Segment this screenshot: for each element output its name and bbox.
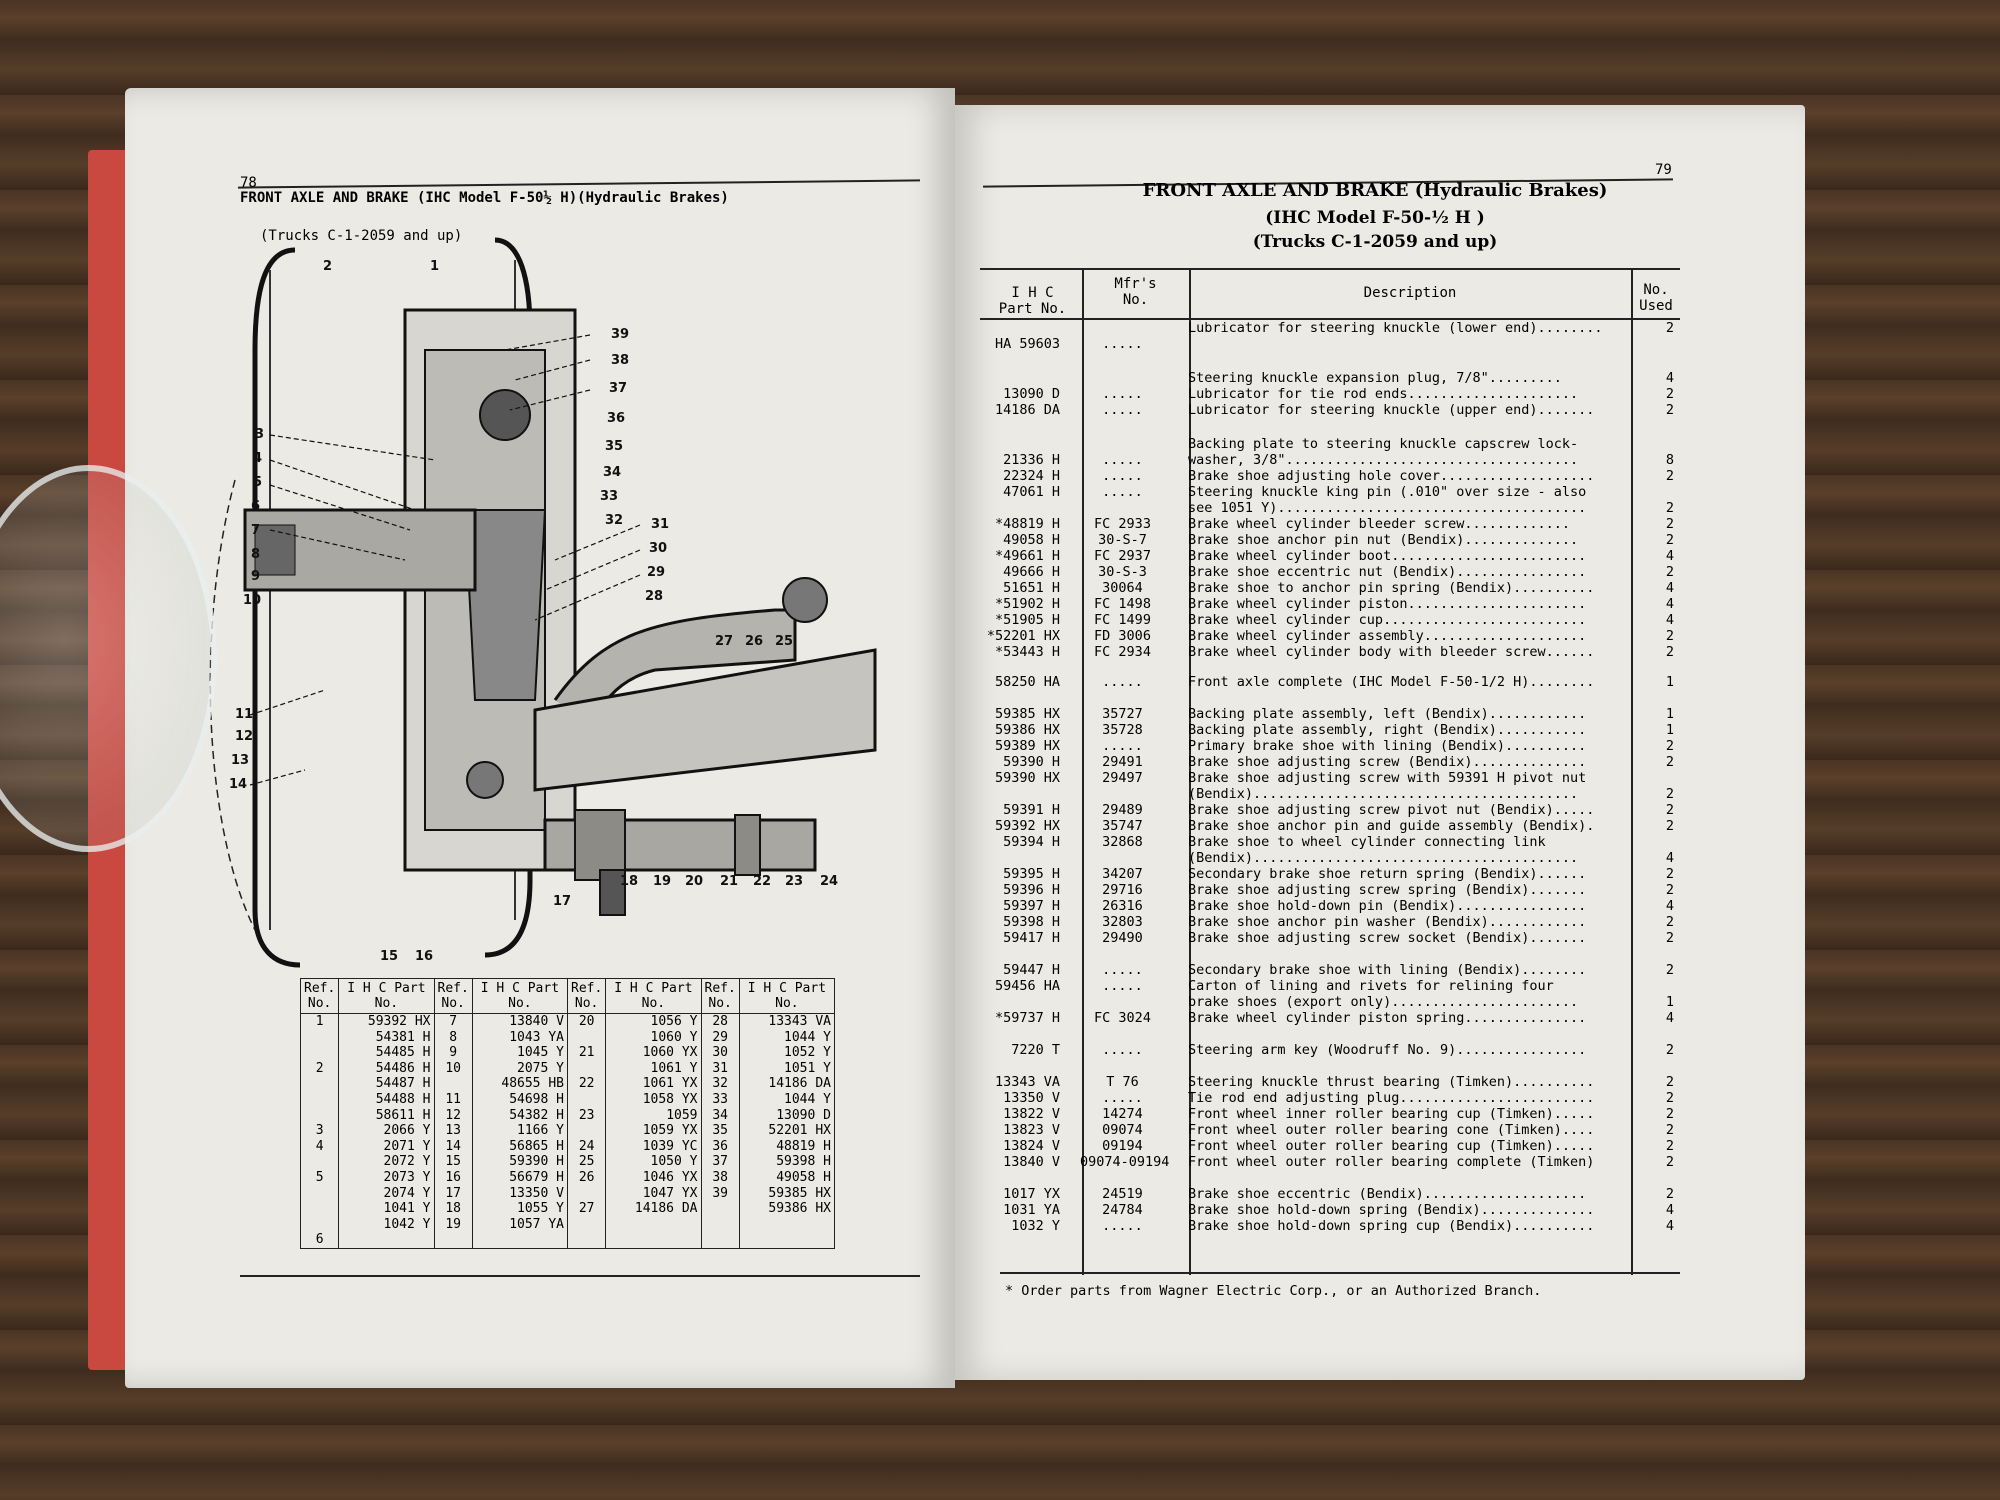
mfr-number: ..... <box>1102 468 1143 484</box>
callout-26: 26 <box>745 634 764 649</box>
part-description: Secondary brake shoe return spring (Bendix)...... <box>1188 866 1587 882</box>
part-description: Lubricator for tie rod ends..................... <box>1188 386 1579 402</box>
quantity-used: 2 <box>1665 1042 1675 1058</box>
quantity-used: 2 <box>1665 786 1675 802</box>
part-description: Lubricator for steering knuckle (lower end)........ <box>1188 320 1603 336</box>
mfr-number: ..... <box>1102 978 1143 994</box>
quantity-used: 4 <box>1665 370 1675 386</box>
mfr-no-header: Mfr's No. <box>1114 276 1157 308</box>
part-description: Backing plate to steering knuckle capscrew lock- <box>1188 436 1579 452</box>
part-description: Backing plate assembly, left (Bendix)............ <box>1188 706 1587 722</box>
part-description: Backing plate assembly, right (Bendix)........... <box>1188 722 1587 738</box>
quantity-used: 1 <box>1665 994 1675 1010</box>
ref-column-3: 20 21 22 23 24 25 26 27 <box>568 1014 606 1249</box>
part-header-2: I H C Part No. <box>472 979 567 1014</box>
mfr-number: ..... <box>1102 738 1143 754</box>
quantity-used: 4 <box>1665 898 1675 914</box>
quantity-used: 2 <box>1665 1138 1675 1154</box>
mfr-number: 09194 <box>1102 1138 1143 1154</box>
quantity-used: 2 <box>1665 866 1675 882</box>
ihc-part-number: *51905 H <box>994 612 1060 628</box>
part-description: Steering knuckle king pin (.010" over size - also <box>1188 484 1587 500</box>
part-description: Brake shoe to wheel cylinder connecting link <box>1188 834 1546 850</box>
part-description: Brake wheel cylinder piston...................... <box>1188 596 1587 612</box>
callout-35: 35 <box>605 439 624 454</box>
callout-25: 25 <box>775 634 794 649</box>
mfr-number: 24519 <box>1102 1186 1143 1202</box>
ihc-part-number: 58250 HA <box>994 674 1060 690</box>
quantity-used: 2 <box>1665 386 1675 402</box>
callout-12: 12 <box>235 729 254 744</box>
right-table-top-rule <box>980 268 1680 270</box>
ihc-part-number: *51902 H <box>994 596 1060 612</box>
part-description: Brake wheel cylinder assembly.................... <box>1188 628 1587 644</box>
callout-8: 8 <box>251 547 261 562</box>
part-description: Brake shoe hold-down spring cup (Bendix).......... <box>1188 1218 1595 1234</box>
part-description: brake shoes (export only)....................... <box>1188 994 1579 1010</box>
callout-23: 23 <box>785 874 804 889</box>
no-used-header: No. Used <box>1639 282 1673 314</box>
callout-17: 17 <box>553 894 572 909</box>
part-description: Brake shoe eccentric nut (Bendix)................ <box>1188 564 1587 580</box>
mfr-number: FD 3006 <box>1094 628 1151 644</box>
mfr-number: 29490 <box>1102 930 1143 946</box>
part-description: Brake shoe adjusting screw with 59391 H pivot nut <box>1188 770 1587 786</box>
mfr-number: 29716 <box>1102 882 1143 898</box>
quantity-used: 4 <box>1665 850 1675 866</box>
mfr-number: 30-S-3 <box>1098 564 1147 580</box>
ihc-part-number: 47061 H <box>1003 484 1060 500</box>
part-description: Brake shoe hold-down pin (Bendix)................ <box>1188 898 1587 914</box>
ihc-part-header: I H C Part No. <box>998 285 1067 317</box>
left-page-number: 78 <box>240 175 257 191</box>
mfr-number: FC 2934 <box>1094 644 1151 660</box>
quantity-used: 2 <box>1665 930 1675 946</box>
part-description: Brake shoe adjusting hole cover................... <box>1188 468 1595 484</box>
mfr-number: ..... <box>1102 402 1143 418</box>
part-column-4: 13343 VA 1044 Y 1052 Y 1051 Y 14186 DA 1044 Y 13090 D 52201 HX 48819 H 59398 H 49058 H 59385 HX 59386 HX <box>739 1014 834 1249</box>
quantity-used: 1 <box>1665 706 1675 722</box>
ref-header-1: Ref. No. <box>301 979 339 1014</box>
mfr-number: ..... <box>1102 386 1143 402</box>
callout-30: 30 <box>649 541 668 556</box>
callout-28: 28 <box>645 589 664 604</box>
callout-34: 34 <box>603 465 622 480</box>
mfr-number: ..... <box>1102 962 1143 978</box>
ihc-part-number: 49058 H <box>1003 532 1060 548</box>
ihc-part-number: 59396 H <box>1003 882 1060 898</box>
mfr-number: ..... <box>1102 1090 1143 1106</box>
ihc-part-number: 59390 HX <box>994 770 1060 786</box>
ihc-part-number: 59386 HX <box>994 722 1060 738</box>
left-page-header: FRONT AXLE AND BRAKE (IHC Model F-50½ H)(Hydraulic Brakes) <box>240 190 729 206</box>
part-description: Brake shoe to anchor pin spring (Bendix).......... <box>1188 580 1595 596</box>
ihc-part-number: 51651 H <box>1003 580 1060 596</box>
mfr-number: 32803 <box>1102 914 1143 930</box>
ihc-part-number: 13840 V <box>1003 1154 1060 1170</box>
quantity-used: 2 <box>1665 882 1675 898</box>
part-description: Primary brake shoe with lining (Bendix).......... <box>1188 738 1587 754</box>
quantity-used: 2 <box>1665 402 1675 418</box>
part-description: Front axle complete (IHC Model F-50-1/2 H)........ <box>1188 674 1595 690</box>
left-parts-table <box>300 978 835 1249</box>
footnote: * Order parts from Wagner Electric Corp., or an Authorized Branch. <box>1005 1283 1542 1299</box>
mfr-number: 35728 <box>1102 722 1143 738</box>
part-description: Brake wheel cylinder piston spring............... <box>1188 1010 1587 1026</box>
quantity-used: 2 <box>1665 532 1675 548</box>
part-description: washer, 3/8".................................... <box>1188 452 1579 468</box>
part-description: Front wheel inner roller bearing cup (Timken)..... <box>1188 1106 1595 1122</box>
ihc-part-number: 13822 V <box>1003 1106 1060 1122</box>
part-description: Brake wheel cylinder cup......................... <box>1188 612 1587 628</box>
ihc-part-number: 1031 YA <box>1003 1202 1060 1218</box>
quantity-used: 8 <box>1665 452 1675 468</box>
part-description: (Bendix)........................................ <box>1188 786 1579 802</box>
ihc-part-number: 59397 H <box>1003 898 1060 914</box>
mfr-number: FC 2933 <box>1094 516 1151 532</box>
front-axle-brake-diagram <box>175 230 935 970</box>
callout-37: 37 <box>609 381 628 396</box>
callout-2: 2 <box>323 259 333 274</box>
quantity-used: 2 <box>1665 516 1675 532</box>
quantity-used: 4 <box>1665 596 1675 612</box>
mfr-number: ..... <box>1102 674 1143 690</box>
mfr-number: 35727 <box>1102 706 1143 722</box>
ihc-part-number: 13343 VA <box>994 1074 1060 1090</box>
right-page-trucks: (Trucks C-1-2059 and up) <box>1252 232 1498 252</box>
quantity-used: 2 <box>1665 1186 1675 1202</box>
ref-column-2: 7 8 9 10 11 12 13 14 15 16 17 18 19 <box>434 1014 472 1249</box>
description-header: Description <box>1363 285 1457 301</box>
ihc-part-number: 59390 H <box>1003 754 1060 770</box>
part-description: Brake shoe anchor pin nut (Bendix).............. <box>1188 532 1579 548</box>
quantity-used: 4 <box>1665 580 1675 596</box>
callout-32: 32 <box>605 513 624 528</box>
callout-21: 21 <box>720 874 739 889</box>
right-page-model: (IHC Model F-50-½ H ) <box>1265 208 1485 228</box>
callout-19: 19 <box>653 874 672 889</box>
part-description: Brake shoe hold-down spring (Bendix).............. <box>1188 1202 1595 1218</box>
callout-33: 33 <box>600 489 619 504</box>
quantity-used: 4 <box>1665 548 1675 564</box>
part-column-1: 59392 HX 54381 H 54485 H 54486 H 54487 H 54488 H 58611 H 2066 Y 2071 Y 2072 Y 2073 Y 2074 Y 1041 Y 1042 Y <box>339 1014 434 1249</box>
quantity-used: 4 <box>1665 1218 1675 1234</box>
ihc-part-number: 59392 HX <box>994 818 1060 834</box>
mfr-number: 09074 <box>1102 1122 1143 1138</box>
part-header-4: I H C Part No. <box>739 979 834 1014</box>
mfr-number: 35747 <box>1102 818 1143 834</box>
callout-16: 16 <box>415 949 434 964</box>
ihc-part-number: 59456 HA <box>994 978 1060 994</box>
ihc-part-number: 13350 V <box>1003 1090 1060 1106</box>
ihc-part-number: 13823 V <box>1003 1122 1060 1138</box>
right-table-bottom-rule <box>1000 1272 1680 1274</box>
ihc-part-number: 1032 Y <box>1011 1218 1060 1234</box>
part-description: Secondary brake shoe with lining (Bendix)........ <box>1188 962 1587 978</box>
ihc-part-number: HA 59603 <box>994 336 1060 352</box>
callout-27: 27 <box>715 634 734 649</box>
callout-5: 5 <box>253 475 263 490</box>
ihc-part-number: 59385 HX <box>994 706 1060 722</box>
part-description: Steering knuckle expansion plug, 7/8"......... <box>1188 370 1562 386</box>
quantity-used: 2 <box>1665 1074 1675 1090</box>
part-description: see 1051 Y)...................................... <box>1188 500 1587 516</box>
callout-15: 15 <box>380 949 399 964</box>
ihc-part-number: 59447 H <box>1003 962 1060 978</box>
callout-24: 24 <box>820 874 839 889</box>
mfr-number: 34207 <box>1102 866 1143 882</box>
ref-column-4: 28 29 30 31 32 33 34 35 36 37 38 39 <box>701 1014 739 1249</box>
ihc-part-number: 59417 H <box>1003 930 1060 946</box>
mfr-number: 26316 <box>1102 898 1143 914</box>
quantity-used: 2 <box>1665 628 1675 644</box>
right-page-title: FRONT AXLE AND BRAKE (Hydraulic Brakes) <box>1142 180 1608 201</box>
callout-29: 29 <box>647 565 666 580</box>
callout-3: 3 <box>255 427 265 442</box>
ihc-part-number: 21336 H <box>1003 452 1060 468</box>
part-description: Steering arm key (Woodruff No. 9)................ <box>1188 1042 1587 1058</box>
ihc-part-number: 59395 H <box>1003 866 1060 882</box>
left-bottom-rule <box>240 1275 920 1277</box>
part-description: Front wheel outer roller bearing cone (Timken).... <box>1188 1122 1595 1138</box>
ihc-part-number: 59394 H <box>1003 834 1060 850</box>
callout-6: 6 <box>251 499 261 514</box>
callout-4: 4 <box>253 451 263 466</box>
mfr-number: FC 3024 <box>1094 1010 1151 1026</box>
quantity-used: 2 <box>1665 1122 1675 1138</box>
quantity-used: 4 <box>1665 1202 1675 1218</box>
ihc-part-number: 13090 D <box>1003 386 1060 402</box>
mfr-number: ..... <box>1102 484 1143 500</box>
ref-header-4: Ref. No. <box>701 979 739 1014</box>
ihc-part-number: *59737 H <box>994 1010 1060 1026</box>
callout-39: 39 <box>611 327 630 342</box>
quantity-used: 2 <box>1665 754 1675 770</box>
ref-header-3: Ref. No. <box>568 979 606 1014</box>
mfr-number: 24784 <box>1102 1202 1143 1218</box>
callout-10: 10 <box>243 593 262 608</box>
ref-column-1: 1 2 3 4 5 6 <box>301 1014 339 1249</box>
ihc-part-number: *53443 H <box>994 644 1060 660</box>
mfr-number: 14274 <box>1102 1106 1143 1122</box>
part-column-2: 13840 V 1043 YA 1045 Y 2075 Y 48655 HB 54698 H 54382 H 1166 Y 56865 H 59390 H 56679 H 13350 V 1055 Y 1057 YA <box>472 1014 567 1249</box>
callout-36: 36 <box>607 411 626 426</box>
mfr-number: 29491 <box>1102 754 1143 770</box>
ihc-part-number: 22324 H <box>1003 468 1060 484</box>
part-description: Steering knuckle thrust bearing (Timken).......... <box>1188 1074 1595 1090</box>
callout-13: 13 <box>231 753 250 768</box>
quantity-used: 2 <box>1665 914 1675 930</box>
part-description: Brake wheel cylinder bleeder screw............. <box>1188 516 1571 532</box>
callout-9: 9 <box>251 569 261 584</box>
left-page-subheader: (Trucks C-1-2059 and up) <box>260 228 463 244</box>
ihc-part-number: 14186 DA <box>994 402 1060 418</box>
part-description: Carton of lining and rivets for relining four <box>1188 978 1554 994</box>
quantity-used: 2 <box>1665 802 1675 818</box>
part-description: Front wheel outer roller bearing complete (Timken) <box>1188 1154 1595 1170</box>
ref-header-2: Ref. No. <box>434 979 472 1014</box>
callout-1: 1 <box>430 259 440 274</box>
part-description: (Bendix)........................................ <box>1188 850 1579 866</box>
part-column-3: 1056 Y 1060 Y 1060 YX 1061 Y 1061 YX 1058 YX 1059 1059 YX 1039 YC 1050 Y 1046 YX 1047 YX 14186 DA <box>606 1014 701 1249</box>
callout-18: 18 <box>620 874 639 889</box>
mfr-number: ..... <box>1102 336 1143 352</box>
part-description: Brake wheel cylinder body with bleeder screw...... <box>1188 644 1595 660</box>
ihc-part-number: 13824 V <box>1003 1138 1060 1154</box>
part-description: Tie rod end adjusting plug........................ <box>1188 1090 1595 1106</box>
quantity-used: 4 <box>1665 612 1675 628</box>
part-description: Brake wheel cylinder boot........................ <box>1188 548 1587 564</box>
ihc-part-number: 49666 H <box>1003 564 1060 580</box>
quantity-used: 2 <box>1665 500 1675 516</box>
mfr-number: 29489 <box>1102 802 1143 818</box>
quantity-used: 2 <box>1665 1154 1675 1170</box>
right-page-number: 79 <box>1655 162 1672 178</box>
mfr-number: FC 1498 <box>1094 596 1151 612</box>
mfr-number: FC 1499 <box>1094 612 1151 628</box>
mfr-number: ..... <box>1102 452 1143 468</box>
ihc-part-number: 59391 H <box>1003 802 1060 818</box>
ihc-part-number: *49661 H <box>994 548 1060 564</box>
quantity-used: 1 <box>1665 674 1675 690</box>
mfr-number: 30-S-7 <box>1098 532 1147 548</box>
part-description: Brake shoe adjusting screw socket (Bendix)....... <box>1188 930 1587 946</box>
part-description: Front wheel outer roller bearing cup (Timken)..... <box>1188 1138 1595 1154</box>
ihc-part-number: *52201 HX <box>986 628 1060 644</box>
part-description: Brake shoe adjusting screw (Bendix).............. <box>1188 754 1587 770</box>
callout-38: 38 <box>611 353 630 368</box>
part-description: Brake shoe adjusting screw pivot nut (Bendix)..... <box>1188 802 1595 818</box>
part-header-3: I H C Part No. <box>606 979 701 1014</box>
quantity-used: 2 <box>1665 644 1675 660</box>
callout-14: 14 <box>229 777 248 792</box>
callout-11: 11 <box>235 707 254 722</box>
mfr-number: FC 2937 <box>1094 548 1151 564</box>
part-description: Brake shoe anchor pin washer (Bendix)............ <box>1188 914 1587 930</box>
mfr-number: 32868 <box>1102 834 1143 850</box>
ihc-part-number: 59389 HX <box>994 738 1060 754</box>
mfr-number: ..... <box>1102 1042 1143 1058</box>
quantity-used: 2 <box>1665 564 1675 580</box>
quantity-used: 2 <box>1665 1106 1675 1122</box>
quantity-used: 2 <box>1665 818 1675 834</box>
ihc-part-number: 1017 YX <box>1003 1186 1060 1202</box>
part-header-1: I H C Part No. <box>339 979 434 1014</box>
callout-20: 20 <box>685 874 704 889</box>
quantity-used: 2 <box>1665 962 1675 978</box>
part-description: Brake shoe eccentric (Bendix).................... <box>1188 1186 1587 1202</box>
ihc-part-number: 59398 H <box>1003 914 1060 930</box>
mfr-number: 09074-09194 <box>1080 1154 1170 1170</box>
ihc-part-number: 7220 T <box>1011 1042 1060 1058</box>
callout-31: 31 <box>651 517 670 532</box>
quantity-used: 1 <box>1665 722 1675 738</box>
quantity-used: 4 <box>1665 1010 1675 1026</box>
part-description: Lubricator for steering knuckle (upper end)....... <box>1188 402 1595 418</box>
part-description: Brake shoe anchor pin and guide assembly (Bendix). <box>1188 818 1595 834</box>
mfr-number: 30064 <box>1102 580 1143 596</box>
callout-22: 22 <box>753 874 772 889</box>
ihc-part-number: *48819 H <box>994 516 1060 532</box>
callout-7: 7 <box>251 523 261 538</box>
column-divider <box>1631 268 1633 1275</box>
part-description: Brake shoe adjusting screw spring (Bendix)....... <box>1188 882 1587 898</box>
quantity-used: 2 <box>1665 1090 1675 1106</box>
mfr-number: ..... <box>1102 1218 1143 1234</box>
quantity-used: 2 <box>1665 468 1675 484</box>
quantity-used: 2 <box>1665 320 1675 336</box>
quantity-used: 2 <box>1665 738 1675 754</box>
mfr-number: 29497 <box>1102 770 1143 786</box>
mfr-number: T 76 <box>1106 1074 1139 1090</box>
